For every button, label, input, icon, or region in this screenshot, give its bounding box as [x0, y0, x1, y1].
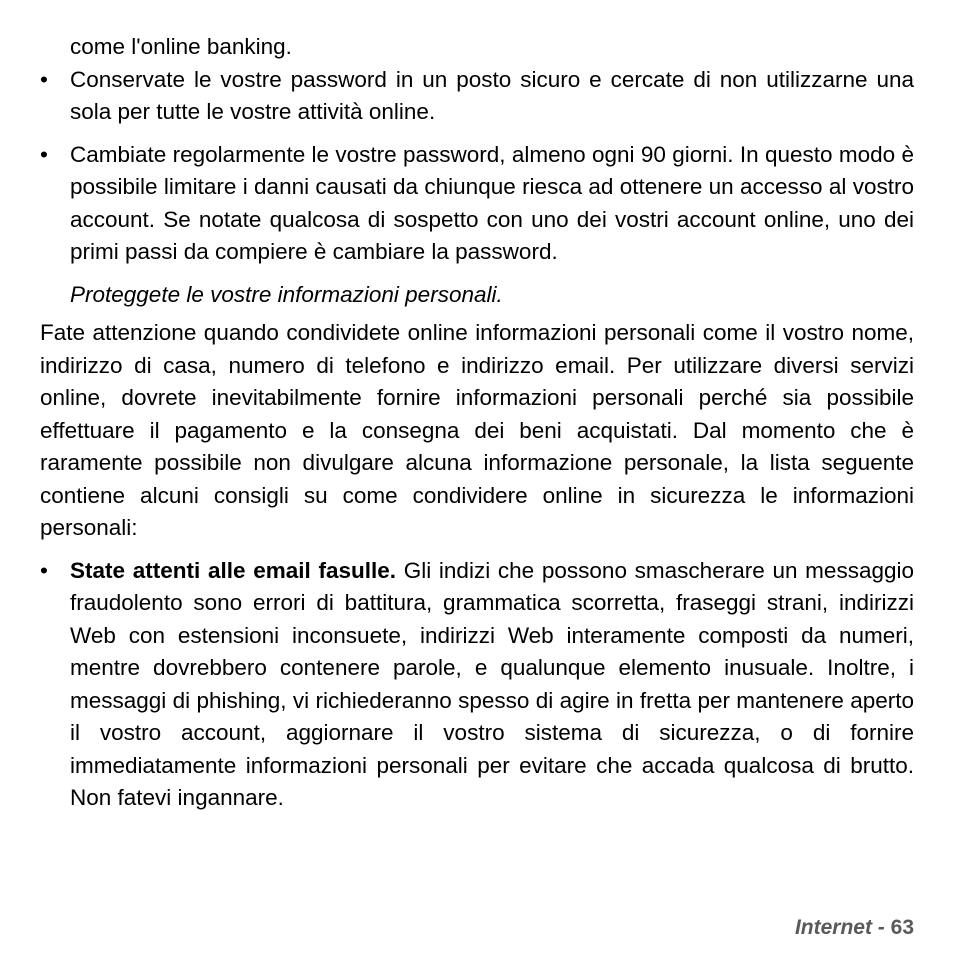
bullet-text: Gli indizi che possono smascherare un messaggio fraudolento sono errori di battitura, grammatica scorretta, fraseggi strani, indirizzi Web con estensioni inconsuete, indirizzi Web interamente composti da numeri, mentre dovrebbero contenere parole, e qualunque elemento inusuale. Inoltre, i messaggi di phishing, vi richiederanno spesso di agire in fretta per mantenere aperto il vostro account, aggiornare il vostro sistema di sicurezza, o di fornire immediatamente informazioni personali per evitare che accada qualcosa di brutto. Non fatevi ingannare.: [70, 557, 914, 810]
bullet-icon: •: [40, 141, 48, 167]
section-subheading: Proteggete le vostre informazioni personali.: [70, 281, 503, 307]
body-paragraph: Fate attenzione quando condividete online informazioni personali come il vostro nome, indirizzo di casa, numero di telefono e indirizzo email. Per utilizzare diversi servizi online, dovrete inevitabilmente fornire informazioni personali perché sia possibile effettuare il pagamento e la consegna dei beni acquistati. Dal momento che è raramente possibile non divulgare alcuna informazione personale, la lista seguente contiene alcuni consigli su come condividere online in sicurezza le informazioni personali:: [40, 320, 914, 540]
bullet-text: Cambiate regolarmente le vostre password, almeno ogni 90 giorni. In questo modo è possibile limitare i danni causati da chiunque riesca ad ottenere un accesso al vostro account. Se notate qualcosa di sospetto con uno dei vostri account online, uno dei primi passi da compiere è cambiare la password.: [70, 141, 914, 264]
footer-section-title: Internet -: [794, 916, 891, 939]
bullet-item-fake-email: [40, 555, 914, 815]
bullet-lead-bold: State attenti alle email fasulle.: [70, 557, 396, 583]
continuation-line: come l'online banking.: [70, 34, 292, 59]
bullet-icon: •: [40, 557, 48, 583]
page-footer: [795, 915, 914, 941]
bullet-item-password-change: [40, 139, 914, 269]
bullet-item-password-storage: [40, 64, 914, 129]
bullet-text: Conservate le vostre password in un posto sicuro e cercate di non utilizzarne una sola per tutte le vostre attività online.: [70, 66, 914, 124]
page-number: 63: [890, 916, 914, 939]
document-page: [40, 31, 914, 815]
bullet-icon: •: [40, 66, 48, 92]
